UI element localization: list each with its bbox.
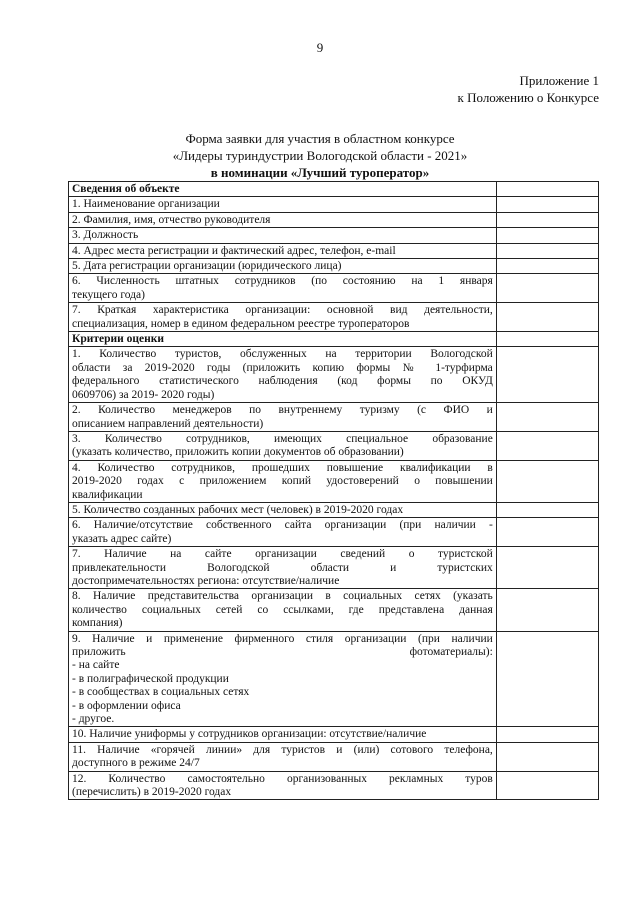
criterion-label-cell: [69, 518, 497, 547]
cell-text-line: описанием направлений деятельности): [72, 417, 264, 430]
table-section-row: [69, 332, 599, 347]
section-heading-cell: [69, 332, 497, 347]
criterion-label-cell: [69, 727, 497, 742]
cell-text-line: (указать количество, приложить копии документов об образовании): [72, 446, 404, 459]
cell-text-line: приложить фотоматериалы):: [72, 646, 493, 658]
cell-text-line: (перечислить) в 2019-2020 годах: [72, 786, 232, 799]
criterion-label-cell: [69, 502, 497, 517]
value-entry-cell[interactable]: [496, 431, 598, 460]
value-entry-cell[interactable]: [496, 332, 598, 347]
cell-text-line: количество социальных сетей со ссылками, где представлена данная: [72, 603, 493, 616]
cell-text-line: компания): [72, 617, 123, 630]
cell-text-line: 5. Количество созданных рабочих мест (человек) в 2019-2020 годах: [72, 503, 404, 516]
cell-text-line: 2. Количество менеджеров по внутреннему туризму (с ФИО и: [72, 404, 493, 417]
criterion-label-cell: [69, 403, 497, 432]
value-entry-cell[interactable]: [496, 742, 598, 771]
cell-text-line: 2. Фамилия, имя, отчество руководителя: [72, 213, 271, 226]
table-row: [69, 303, 599, 332]
table-row: [69, 274, 599, 303]
table-row: [69, 631, 599, 727]
value-entry-cell[interactable]: [496, 228, 598, 243]
table-row: [69, 403, 599, 432]
cell-text-line: 4. Адрес места регистрации и фактический адрес, телефон, e-mail: [72, 244, 396, 257]
criterion-label-cell: [69, 742, 497, 771]
table-row: [69, 212, 599, 227]
value-entry-cell[interactable]: [496, 631, 598, 727]
value-entry-cell[interactable]: [496, 212, 598, 227]
form-title: [0, 130, 640, 181]
cell-text-line: 6. Численность штатных сотрудников (по состоянию на 1 января: [72, 275, 493, 288]
cell-text-line: указать адрес сайте): [72, 532, 172, 545]
value-entry-cell[interactable]: [496, 182, 598, 197]
cell-text-line: - другое.: [72, 713, 115, 726]
cell-text-line: 11. Наличие «горячей линии» для туристов и (или) сотового телефона,: [72, 743, 493, 756]
cell-text-line: 7. Краткая характеристика организации: основной вид деятельности,: [72, 304, 493, 317]
cell-text-line: 10. Наличие униформы у сотрудников организации: отсутствие/наличие: [72, 728, 427, 741]
criterion-label-cell: [69, 631, 497, 727]
criterion-label-cell: [69, 243, 497, 258]
cell-text-line: 5. Дата регистрации организации (юридического лица): [72, 260, 342, 273]
section-heading-cell: [69, 182, 497, 197]
value-entry-cell[interactable]: [496, 303, 598, 332]
cell-text-line: 7. Наличие на сайте организации сведений о туристской: [72, 548, 493, 561]
cell-text-line: доступного в режиме 24/7: [72, 757, 200, 770]
value-entry-cell[interactable]: [496, 518, 598, 547]
table-row: [69, 518, 599, 547]
cell-text-line: 12. Количество самостоятельно организованных рекламных туров: [72, 772, 493, 785]
table-row: [69, 502, 599, 517]
criterion-label-cell: [69, 259, 497, 274]
table-row: [69, 589, 599, 631]
cell-text-line: - в оформлении офиса: [72, 699, 181, 712]
table-row: [69, 460, 599, 502]
cell-text-line: 1. Количество туристов, обслуженных на территории Вологодской: [72, 348, 493, 361]
application-form-table: [68, 181, 599, 800]
cell-text-line: привлекательности Вологодской области и туристских: [72, 561, 493, 574]
form-title-line-1: Форма заявки для участия в областном конкурсе: [185, 131, 455, 146]
criterion-label-cell: [69, 771, 497, 800]
table-row: [69, 259, 599, 274]
value-entry-cell[interactable]: [496, 727, 598, 742]
table-row: [69, 771, 599, 800]
criterion-label-cell: [69, 460, 497, 502]
cell-text-line: квалификации: [72, 488, 143, 501]
criterion-label-cell: [69, 547, 497, 589]
criterion-label-cell: [69, 303, 497, 332]
table-row: [69, 431, 599, 460]
cell-text-line: достопримечательностях региона: отсутствие/наличие: [72, 574, 340, 587]
cell-text-line: - на сайте: [72, 659, 120, 672]
cell-text-line: специализация, номер в едином федеральном реестре туроператоров: [72, 317, 410, 330]
cell-text-line: текущего года): [72, 288, 145, 301]
table-row: [69, 197, 599, 212]
table-row: [69, 742, 599, 771]
table-section-row: [69, 182, 599, 197]
appendix-reference: [458, 72, 599, 106]
page-number: 9: [316, 40, 324, 55]
cell-text-line: 3. Количество сотрудников, имеющих специальное образование: [72, 432, 493, 445]
cell-text-line: 2019-2020 годах с приложением копий удостоверений о повышении: [72, 475, 493, 488]
criterion-label-cell: [69, 274, 497, 303]
form-title-nomination: в номинации «Лучший туроператор»: [210, 165, 430, 180]
value-entry-cell[interactable]: [496, 197, 598, 212]
table-row: [69, 243, 599, 258]
cell-text-line: 0609706) за 2019- 2020 годы): [72, 388, 215, 401]
value-entry-cell[interactable]: [496, 403, 598, 432]
value-entry-cell[interactable]: [496, 589, 598, 631]
criterion-label-cell: [69, 212, 497, 227]
cell-text-line: 4. Количество сотрудников, прошедших повышение квалификации в: [72, 461, 493, 474]
cell-text-line: - в сообществах в социальных сетях: [72, 686, 250, 699]
criterion-label-cell: [69, 197, 497, 212]
criterion-label-cell: [69, 589, 497, 631]
cell-text-line: Критерии оценки: [72, 333, 164, 346]
cell-text-line: федерального статистического наблюдения (код формы по ОКУД: [72, 375, 493, 388]
table-row: [69, 228, 599, 243]
table-row: [69, 547, 599, 589]
appendix-line-2: к Положению о Конкурсе: [457, 90, 599, 105]
table-row: [69, 727, 599, 742]
cell-text-line: области за 2019-2020 годы (приложить копию формы № 1-турфирма: [72, 361, 493, 374]
cell-text-line: - в полиграфической продукции: [72, 672, 229, 685]
value-entry-cell[interactable]: [496, 502, 598, 517]
value-entry-cell[interactable]: [496, 347, 598, 403]
table-row: [69, 347, 599, 403]
criterion-label-cell: [69, 347, 497, 403]
cell-text-line: 3. Должность: [72, 229, 139, 242]
cell-text-line: 1. Наименование организации: [72, 198, 220, 211]
cell-text-line: Сведения об объекте: [72, 183, 180, 195]
criterion-label-cell: [69, 431, 497, 460]
value-entry-cell[interactable]: [496, 547, 598, 589]
cell-text-line: 9. Наличие и применение фирменного стиля организации (при наличии: [72, 632, 493, 645]
value-entry-cell[interactable]: [496, 274, 598, 303]
criterion-label-cell: [69, 228, 497, 243]
value-entry-cell[interactable]: [496, 460, 598, 502]
cell-text-line: 6. Наличие/отсутствие собственного сайта организации (при наличии -: [72, 519, 493, 532]
value-entry-cell[interactable]: [496, 259, 598, 274]
cell-text-line: 8. Наличие представительства организации в социальных сетях (указать: [72, 590, 493, 603]
value-entry-cell[interactable]: [496, 243, 598, 258]
appendix-line-1: Приложение 1: [519, 73, 599, 88]
value-entry-cell[interactable]: [496, 771, 598, 800]
form-title-line-2: «Лидеры туриндустрии Вологодской области - 2021»: [172, 148, 468, 163]
